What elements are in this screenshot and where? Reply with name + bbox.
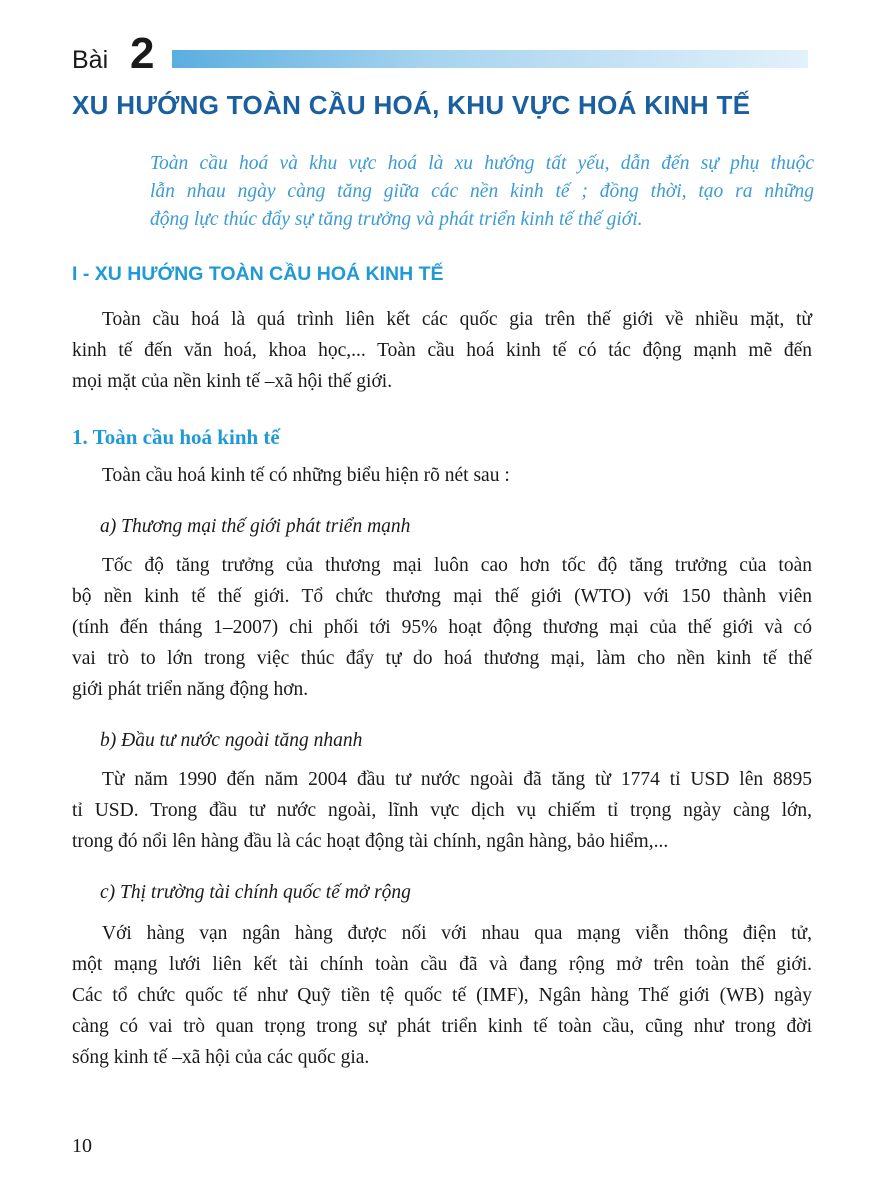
paragraph-line: Toàn cầu hoá là quá trình liên kết các quốc gia trên thế giới về nhiều mặt, từ [102,309,812,330]
item-c-paragraph [72,918,812,1073]
paragraph-line: một mạng lưới liên kết tài chính toàn cầu đã và đang rộng mở trên toàn thế giới. [72,954,812,975]
section-heading: I - XU HƯỚNG TOÀN CẦU HOÁ KINH TẾ [72,263,444,285]
item-a-paragraph [72,550,812,705]
intro-line: Toàn cầu hoá và khu vực hoá là xu hướng tất yếu, dẫn đến sự phụ thuộc [150,153,814,174]
paragraph-line: tỉ USD. Trong đầu tư nước ngoài, lĩnh vực dịch vụ chiếm tỉ trọng ngày càng lớn, [72,800,812,821]
paragraph-line: vai trò to lớn trong việc thúc đẩy tự do hoá thương mại, làm cho nền kinh tế thế [72,648,812,669]
paragraph-line: Toàn cầu hoá kinh tế có những biểu hiện rõ nét sau : [102,465,510,486]
subsection-intro [72,460,812,491]
lesson-title: XU HƯỚNG TOÀN CẦU HOÁ, KHU VỰC HOÁ KINH TẾ [72,90,751,120]
lesson-word: Bài [72,46,109,74]
paragraph-line: trong đó nổi lên hàng đầu là các hoạt động tài chính, ngân hàng, bảo hiểm,... [72,831,669,852]
paragraph-line: Từ năm 1990 đến năm 2004 đầu tư nước ngoài đã tăng từ 1774 tỉ USD lên 8895 [102,769,812,790]
lesson-number: 2 [130,29,155,78]
paragraph-line: bộ nền kinh tế thế giới. Tổ chức thương mại thế giới (WTO) với 150 thành viên [72,586,812,607]
paragraph-line: Với hàng vạn ngân hàng được nối với nhau qua mạng viễn thông điện tử, [102,923,812,944]
paragraph-line: Tốc độ tăng trưởng của thương mại luôn cao hơn tốc độ tăng trưởng của toàn [102,555,812,576]
section-paragraph [72,304,812,397]
paragraph-line: Các tổ chức quốc tế như Quỹ tiền tệ quốc tế (IMF), Ngân hàng Thế giới (WB) ngày [72,985,812,1006]
lesson-header [72,29,808,78]
paragraph-line: sống kinh tế –xã hội của các quốc gia. [72,1047,370,1068]
intro-line: động lực thúc đẩy sự tăng trưởng và phát triển kinh tế thế giới. [150,209,643,230]
paragraph-line: (tính đến tháng 1–2007) chi phối tới 95% hoạt động thương mại của thế giới và có [72,617,812,638]
item-b-title: b) Đầu tư nước ngoài tăng nhanh [100,730,363,751]
item-c-title: c) Thị trường tài chính quốc tế mở rộng [100,882,411,903]
subsection-heading: 1. Toàn cầu hoá kinh tế [72,425,280,449]
lesson-intro [150,150,814,234]
lesson-header-bar [172,50,808,68]
item-a-title: a) Thương mại thế giới phát triển mạnh [100,516,411,537]
paragraph-line: kinh tế đến văn hoá, khoa học,... Toàn cầu hoá kinh tế có tác động mạnh mẽ đến [72,340,812,361]
paragraph-line: mọi mặt của nền kinh tế –xã hội thế giới. [72,371,393,392]
intro-line: lẫn nhau ngày càng tăng giữa các nền kinh tế ; đồng thời, tạo ra những [150,181,814,202]
paragraph-line: giới phát triển năng động hơn. [72,679,309,700]
paragraph-line: càng có vai trò quan trọng trong sự phát triển kinh tế toàn cầu, cũng như trong đời [72,1016,812,1037]
page-number: 10 [72,1135,92,1157]
item-b-paragraph [72,764,812,857]
